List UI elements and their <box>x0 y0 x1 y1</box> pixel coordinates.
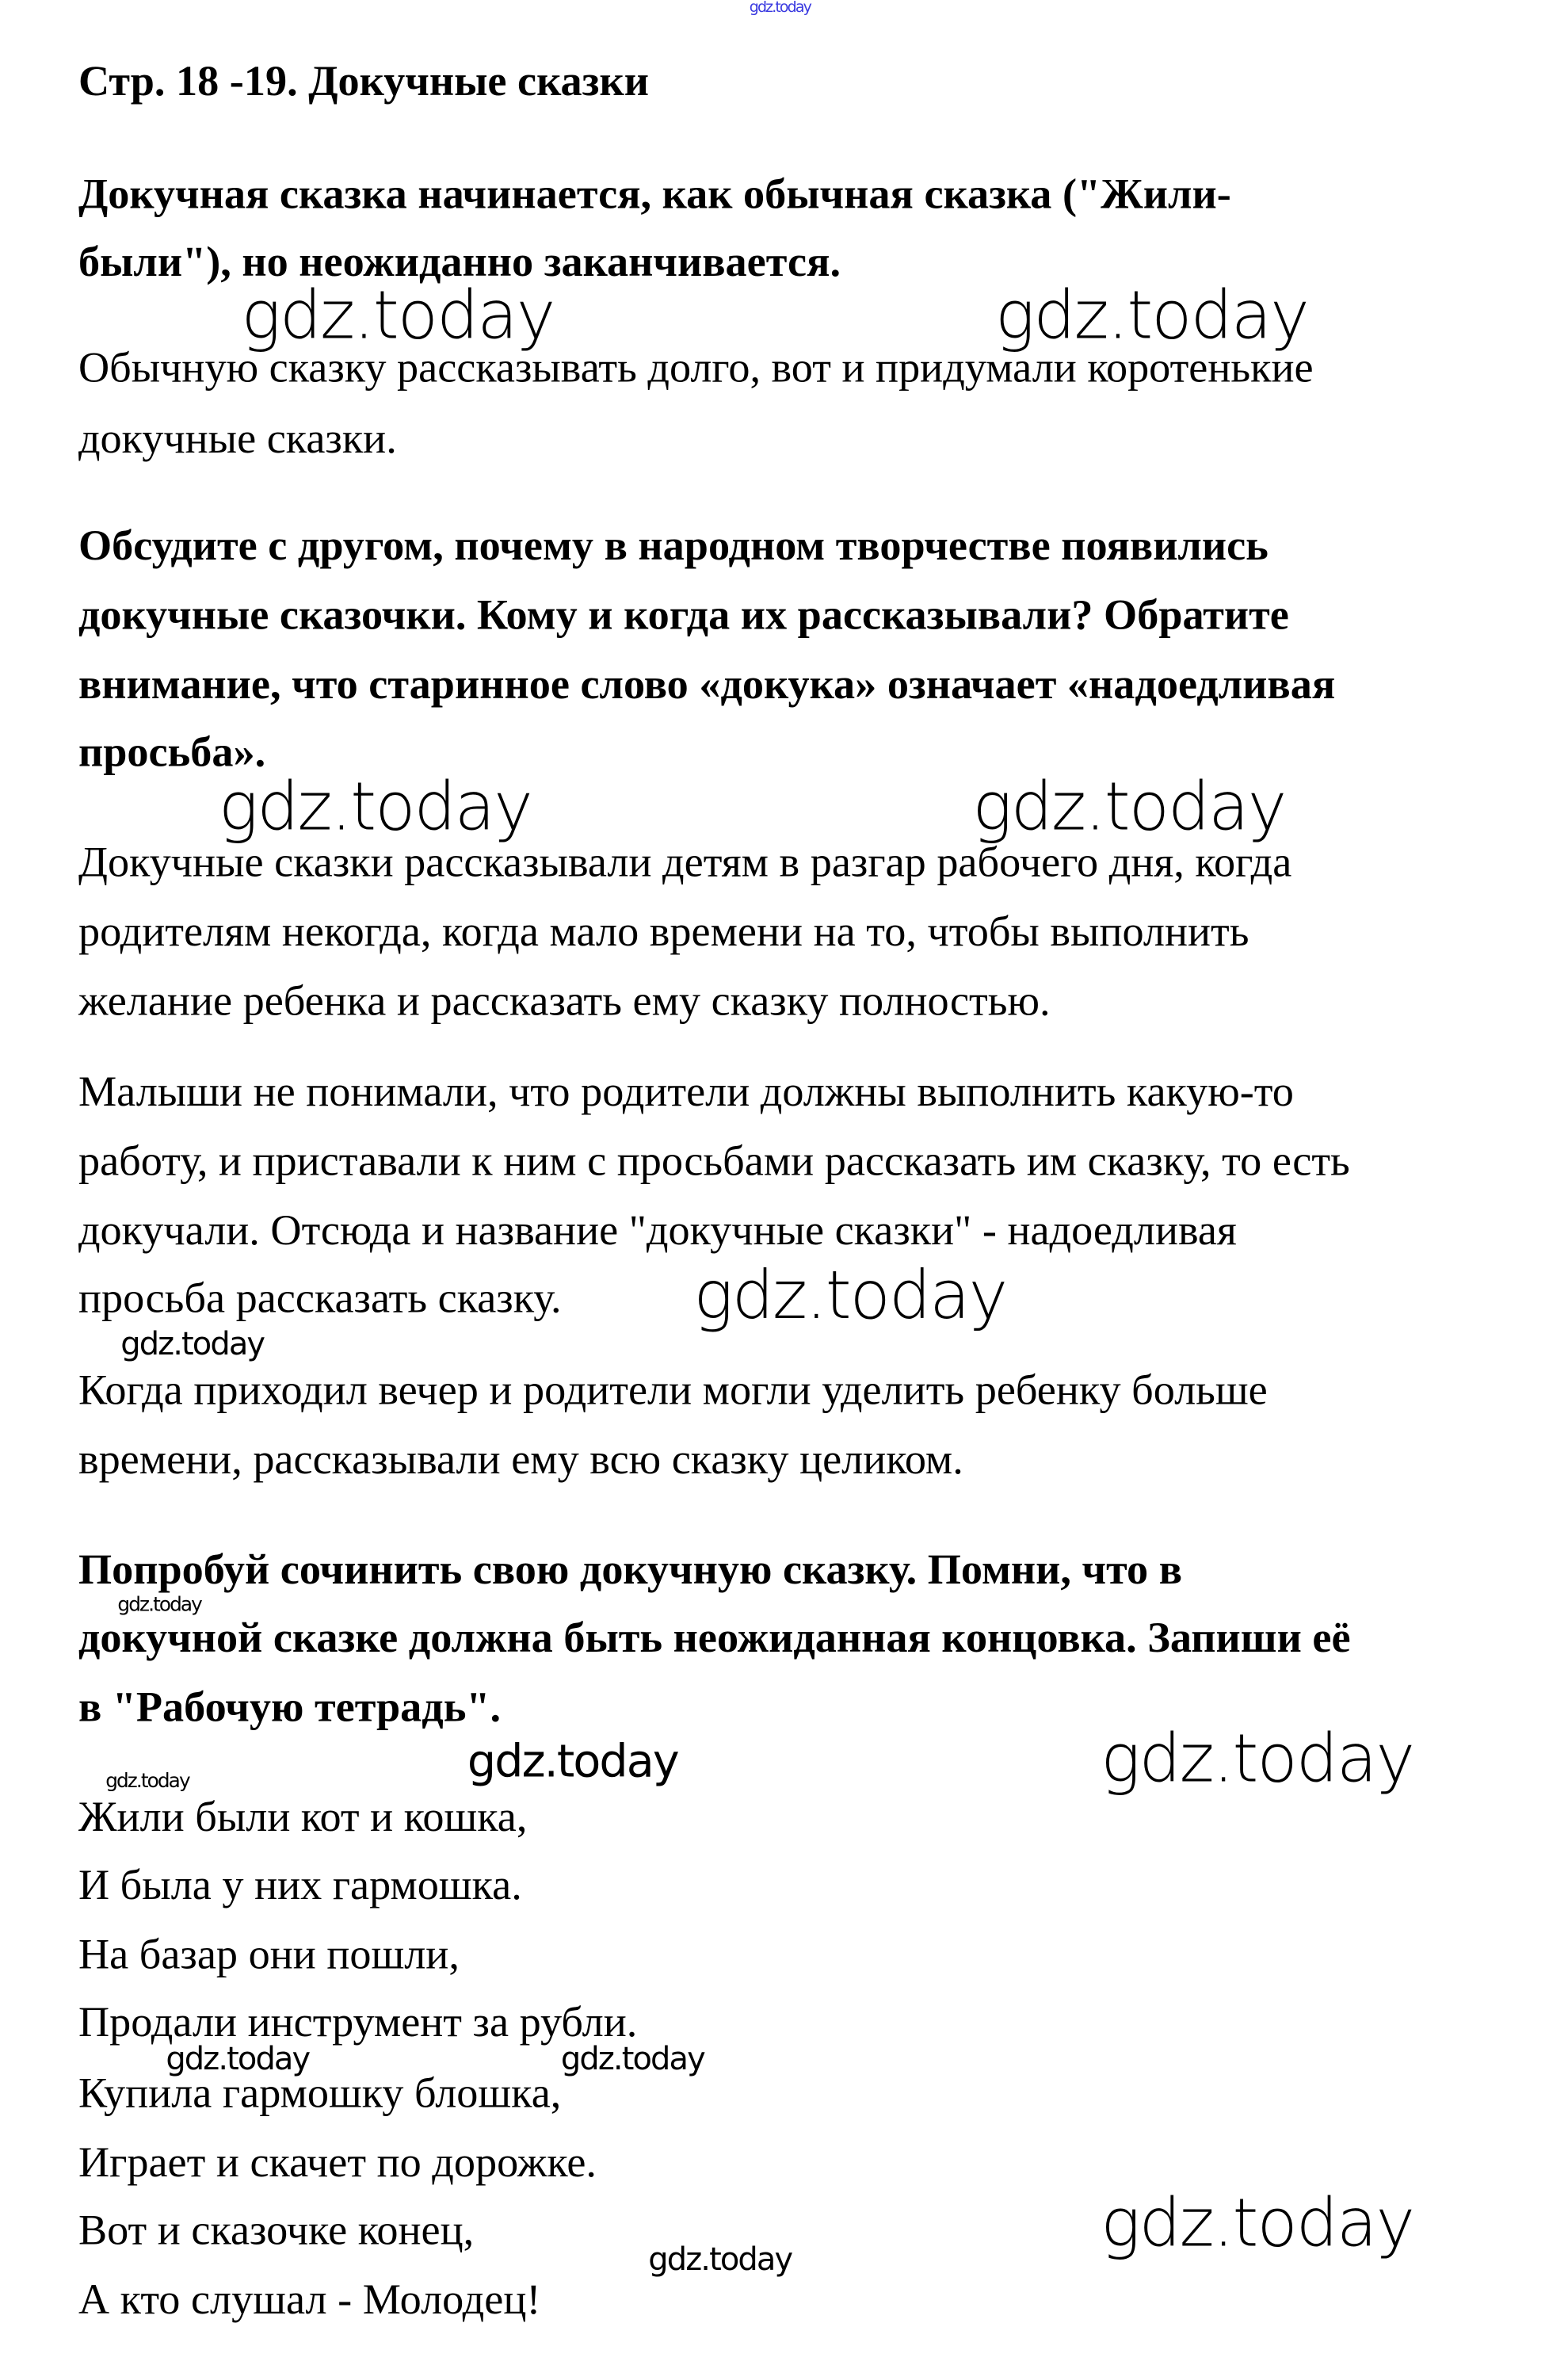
watermark: gdz.today <box>994 277 1308 355</box>
watermark: gdz.today <box>467 1736 678 1789</box>
poem-line: А кто слушал - Молодец! <box>78 2277 541 2325</box>
intro-bold-line: Докучная сказка начинается, как обычная сказка ("Жили- <box>78 171 1231 219</box>
answer-line: докучали. Отсюда и название "докучные сказки" - надоедливая <box>78 1208 1237 1255</box>
answer-line: Докучные сказки рассказывали детям в разгар рабочего дня, когда <box>78 839 1292 887</box>
watermark: gdz.today <box>105 1771 189 1794</box>
watermark: gdz.today <box>120 1325 265 1362</box>
answer-line: просьба рассказать сказку. <box>78 1275 562 1323</box>
poem-line: Играет и скачет по дорожке. <box>78 2140 597 2187</box>
task1-line: Обсудите с другом, почему в народном творчестве появились <box>78 523 1269 571</box>
task1-line: внимание, что старинное слово «докука» означает «надоедливая <box>78 662 1336 709</box>
task2-line: в "Рабочую тетрадь". <box>78 1684 502 1732</box>
watermark: gdz.today <box>693 1258 1007 1335</box>
watermark: gdz.today <box>218 769 532 846</box>
poem-line: На базар они пошли, <box>78 1931 460 1979</box>
task2-line: Попробуй сочинить свою докучную сказку. Помни, что в <box>78 1547 1183 1595</box>
watermark: gdz.today <box>749 0 811 17</box>
watermark: gdz.today <box>241 277 555 355</box>
poem-line: Вот и сказочке конец, <box>78 2207 475 2255</box>
watermark: gdz.today <box>117 1594 201 1618</box>
poem-line: Жили были кот и кошка, <box>78 1794 528 1842</box>
watermark: gdz.today <box>972 769 1286 846</box>
task1-line: докучные сказочки. Кому и когда их рассказывали? Обратите <box>78 592 1289 640</box>
intro-text-line: Обычную сказку рассказывать долго, вот и придумали коротенькие <box>78 345 1314 392</box>
answer-line: родителям некогда, когда мало времени на то, чтобы выполнить <box>78 909 1249 957</box>
poem-line: Продали инструмент за рубли. <box>78 2000 638 2047</box>
task1-line: просьба». <box>78 730 266 778</box>
watermark: gdz.today <box>648 2241 792 2278</box>
watermark: gdz.today <box>1101 1721 1414 1798</box>
watermark: gdz.today <box>560 2040 704 2077</box>
watermark: gdz.today <box>166 2040 310 2077</box>
answer-line: Когда приходил вечер и родители могли уделить ребенку больше <box>78 1368 1268 1416</box>
answer-line: желание ребенка и рассказать ему сказку полностью. <box>78 979 1051 1026</box>
task2-line: докучной сказке должна быть неожиданная концовка. Запиши её <box>78 1615 1351 1663</box>
intro-text-line: докучные сказки. <box>78 416 397 464</box>
answer-line: работу, и приставали к ним с просьбами рассказать им сказку, то есть <box>78 1138 1350 1186</box>
answer-line: времени, рассказывали ему всю сказку целиком. <box>78 1437 963 1484</box>
watermark: gdz.today <box>1101 2185 1414 2263</box>
answer-line: Малыши не понимали, что родители должны выполнить какую-то <box>78 1069 1294 1117</box>
page-title: Стр. 18 -19. Докучные сказки <box>78 59 649 106</box>
poem-line: И была у них гармошка. <box>78 1863 522 1910</box>
intro-bold-line: были"), но неожиданно заканчивается. <box>78 239 841 287</box>
poem-line: Купила гармошку блошка, <box>78 2070 562 2118</box>
